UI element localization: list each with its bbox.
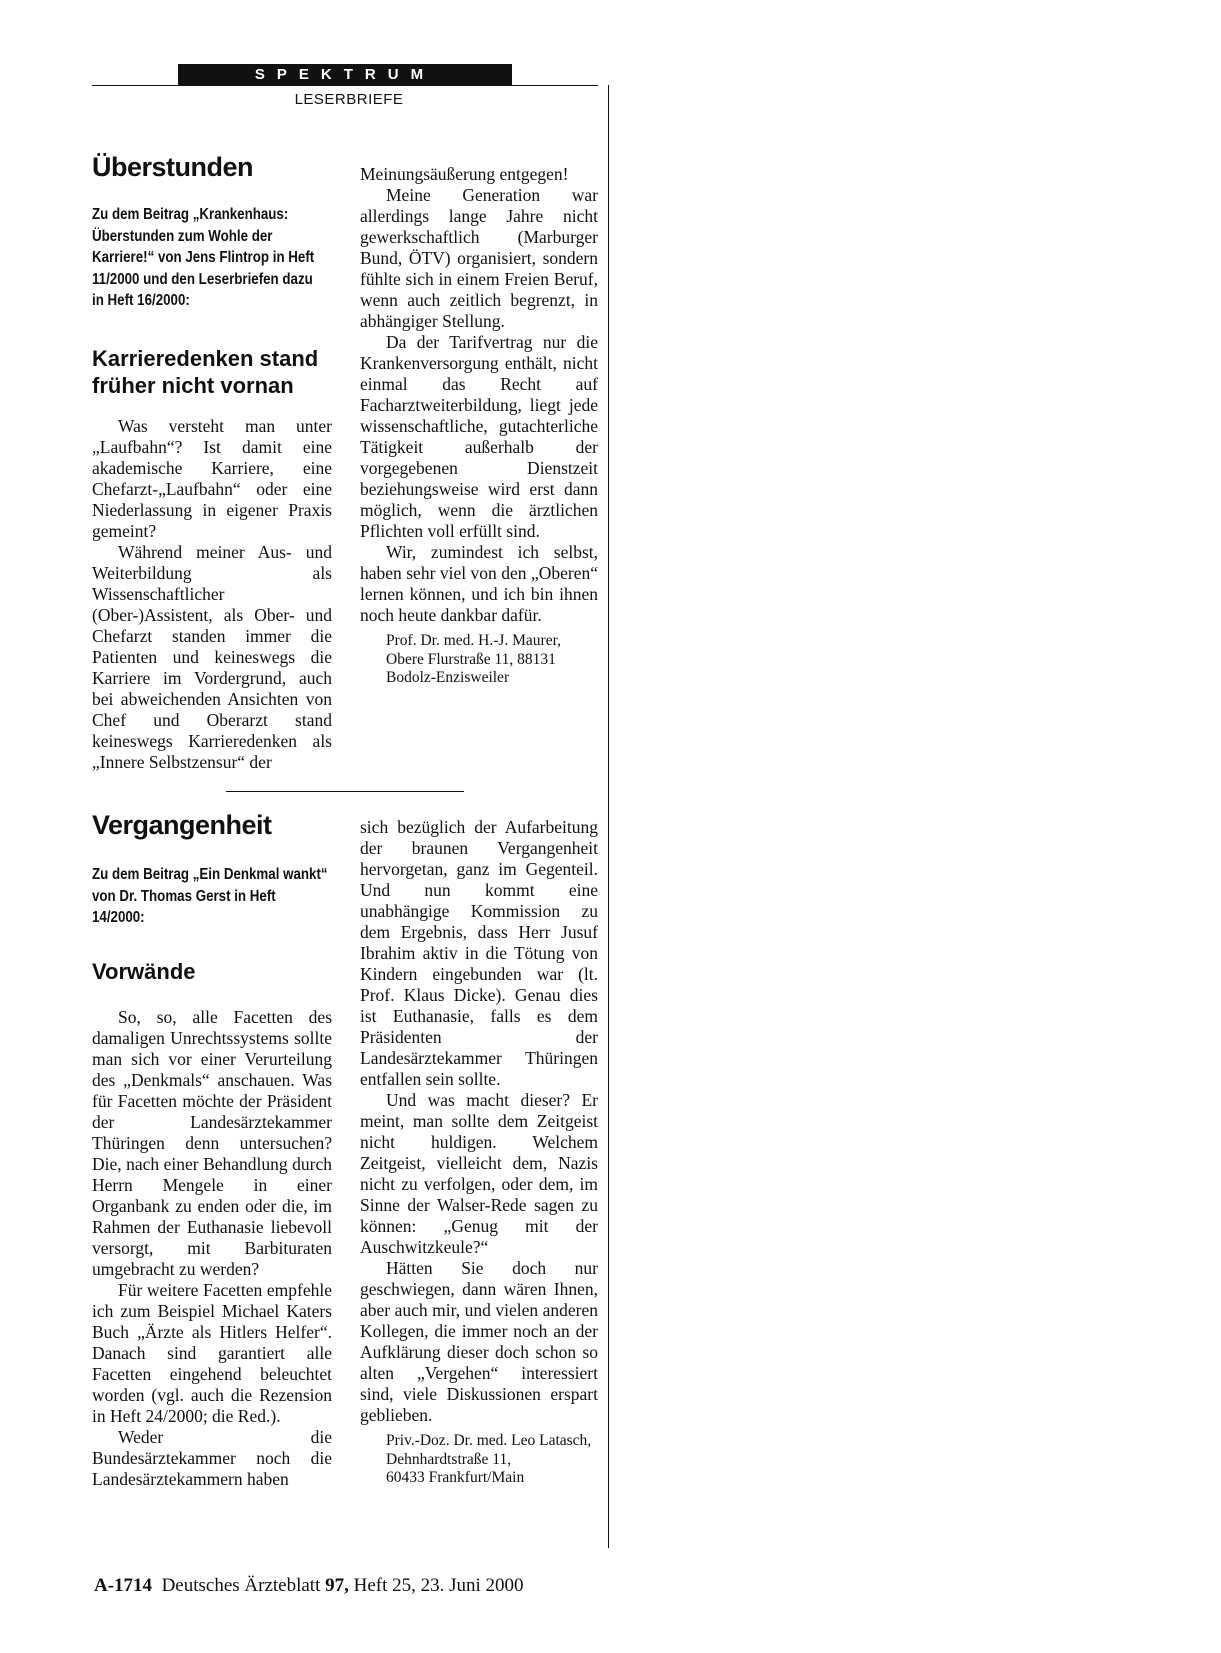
paragraph: Meinungsäußerung entgegen! bbox=[360, 164, 569, 184]
journal-name: Deutsches Ärzteblatt bbox=[161, 1575, 321, 1596]
paragraph: Hätten Sie doch nur geschwiegen, dann wären Ihnen, aber auch mir, und vielen anderen Kollegen, die immer noch an der Aufklärung dieser doch schon so alten „Vergehen“ interessiert sind, viele Diskussionen erspart geblieben. bbox=[360, 1258, 598, 1425]
header-rule bbox=[92, 85, 598, 86]
signature-line: Prof. Dr. med. H.-J. Maurer, bbox=[386, 632, 562, 649]
journal-issue: Heft 25, 23. Juni 2000 bbox=[353, 1575, 524, 1596]
letter1-column-1 bbox=[92, 416, 332, 773]
paragraph: Für weitere Facetten empfehle ich zum Beispiel Michael Katers Buch „Ärzte als Hitlers Helfer“. Danach sind garantiert alle Facetten eingehend beleuchtet worden (vgl. auch die Rezension in Heft 24/2000; die Red.). bbox=[92, 1280, 332, 1426]
letter1-intro: Zu dem Beitrag „Krankenhaus: Überstunden zum Wohle der Karriere!“ von Jens Flintrop in Heft 11/2000 und den Leserbriefen dazu in Heft 16/2000: bbox=[92, 206, 315, 309]
section-banner: SPEKTRUM bbox=[178, 64, 512, 86]
signature-line: Obere Flurstraße 11, 88131 bbox=[386, 650, 556, 668]
signature-line: Bodolz-Enzisweiler bbox=[386, 669, 510, 686]
letter2-intro: Zu dem Beitrag „Ein Denkmal wankt“ von Dr. Thomas Gerst in Heft 14/2000: bbox=[92, 866, 328, 926]
letter1-headline: Karrieredenken stand früher nicht vornan bbox=[92, 346, 319, 398]
paragraph: Weder die Bundesärztekammer noch die Landesärztekammern haben bbox=[92, 1427, 332, 1489]
page-footer bbox=[94, 1575, 524, 1597]
journal-volume: 97, bbox=[325, 1575, 349, 1596]
letter1-column-2 bbox=[360, 164, 598, 688]
paragraph: Meine Generation war allerdings lange Jahre nicht gewerkschaftlich (Marburger Bund, ÖTV) organisiert, sondern fühlte sich in einem Freien Beruf, wenn auch zeitlich begrenzt, in abhängiger Stellung. bbox=[360, 185, 598, 331]
letter1-title: Überstunden bbox=[92, 152, 254, 182]
subsection-label: LESERBRIEFE bbox=[294, 91, 404, 108]
signature-line: 60433 Frankfurt/Main bbox=[386, 1469, 525, 1486]
letter2-headline: Vorwände bbox=[92, 959, 196, 984]
letter2-column-1 bbox=[92, 1007, 332, 1490]
signature-line: Priv.-Doz. Dr. med. Leo Latasch, Dehnhardtstraße 11, bbox=[386, 1432, 592, 1468]
letter2-signature bbox=[360, 1432, 598, 1488]
letter-divider bbox=[226, 791, 464, 792]
letter2-title: Vergangenheit bbox=[92, 810, 272, 840]
letter2-column-2 bbox=[360, 817, 598, 1488]
paragraph: sich bezüglich der Aufarbeitung der braunen Vergangenheit hervorgetan, ganz im Gegenteil. Und nun kommt eine unabhängige Kommission zu dem Ergebnis, dass Herr Jusuf Ibrahim aktiv in die Tötung von Kindern eingebunden war (lt. Prof. Klaus Dicke). Genau dies ist Euthanasie, falls es dem Präsidenten der Landesärztekammer Thüringen entfallen sein sollte. bbox=[360, 817, 598, 1089]
letter1-signature bbox=[360, 632, 598, 688]
paragraph: Was versteht man unter „Laufbahn“? Ist damit eine akademische Karriere, eine Chefarzt-„Laufbahn“ oder eine Niederlassung in eigener Praxis gemeint? bbox=[92, 416, 332, 541]
paragraph: Da der Tarifvertrag nur die Krankenversorgung enthält, nicht einmal das Recht auf Facharztweiterbildung, liegt jede wissenschaftliche, gutachterliche Tätigkeit außerhalb der vorgegebenen Dienstzeit beziehungsweise wird erst dann möglich, wenn die ärztlichen Pflichten voll erfüllt sind. bbox=[360, 332, 598, 541]
paragraph: So, so, alle Facetten des damaligen Unrechtssystems sollte man sich vor einer Verurteilung des „Denkmals“ anschauen. Was für Facetten möchte der Präsident der Landesärztekammer Thüringen denn untersuchen? Die, nach einer Behandlung durch Herrn Mengele in einer Organbank zu enden oder die, im Rahmen der Euthanasie liebevoll versorgt, mit Barbituraten umgebracht zu werden? bbox=[92, 1007, 332, 1279]
paragraph: Wir, zumindest ich selbst, haben sehr viel von den „Oberen“ lernen können, und ich bin ihnen noch heute dankbar dafür. bbox=[360, 542, 598, 625]
paragraph: Und was macht dieser? Er meint, man sollte dem Zeitgeist nicht huldigen. Welchem Zeitgeist, vielleicht dem, Nazis nicht zu verfolgen, oder dem, im Sinne der Walser-Rede sagen zu können: „Genug mit der Auschwitzkeule?“ bbox=[360, 1090, 598, 1257]
paragraph: Während meiner Aus- und Weiterbildung als Wissenschaftlicher (Ober-)Assistent, als Ober- und Chefarzt standen immer die Patienten und keineswegs die Karriere im Vordergrund, auch bei abweichenden Ansichten von Chef und Oberarzt stand keineswegs Karrieredenken als „Innere Selbstzensur“ der bbox=[92, 542, 332, 772]
page-number: A-1714 bbox=[94, 1575, 153, 1596]
column-rule bbox=[608, 85, 609, 1548]
